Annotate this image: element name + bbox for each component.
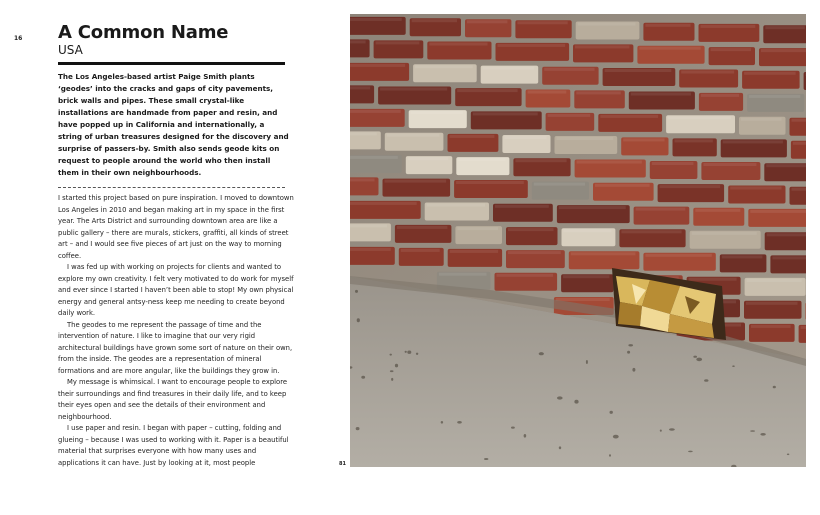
brick-highlight <box>703 163 756 166</box>
brick-highlight <box>559 206 626 209</box>
brick-highlight <box>397 226 448 229</box>
brick-highlight <box>747 279 802 282</box>
brick-highlight <box>578 23 636 26</box>
brick-highlight <box>645 254 711 257</box>
brick-highlight <box>495 205 549 208</box>
article-subtitle: USA <box>58 43 83 57</box>
brick-highlight <box>350 110 401 113</box>
brick-highlight <box>457 89 517 92</box>
sidewalk-speck <box>407 351 411 354</box>
brick-highlight <box>350 64 405 67</box>
brick-highlight <box>631 93 691 96</box>
wall-brick <box>806 302 807 320</box>
brick-highlight <box>350 40 366 43</box>
brick-highlight <box>711 48 751 51</box>
body-paragraph: I started this project based on pure inspiration. I moved to downtown Los Angeles in 2010 and began making art in my space in the first year. The Arts District and surrounding downtown area are like a public gallery – there are murals, stickers, graffiti, all kinds of street art – and I would see five pieces of art just on the way to morning coffee. <box>58 194 294 260</box>
brick-highlight <box>749 95 800 98</box>
brick-highlight <box>508 228 554 231</box>
brick-highlight <box>458 158 505 161</box>
sidewalk-speck <box>586 360 588 364</box>
sidewalk-speck <box>557 396 563 399</box>
brick-highlight <box>450 135 495 138</box>
sidewalk-speck <box>627 351 630 354</box>
brick-highlight <box>350 224 387 227</box>
sidewalk-speck <box>395 364 398 368</box>
brick-highlight <box>750 210 806 213</box>
brick-highlight <box>692 232 757 235</box>
brick-highlight <box>746 302 798 305</box>
brick-highlight <box>380 88 447 91</box>
brick-highlight <box>576 91 621 94</box>
brick-highlight <box>722 255 763 258</box>
sidewalk-speck <box>405 351 407 353</box>
sidewalk-speck <box>511 427 515 429</box>
brick-highlight <box>411 111 463 114</box>
sidewalk-speck <box>390 354 392 356</box>
brick-highlight <box>793 142 806 145</box>
sidewalk-speck <box>357 318 360 322</box>
sidewalk-speck <box>688 451 693 453</box>
brick-highlight <box>772 256 806 259</box>
brick-highlight <box>675 139 713 142</box>
brick-highlight <box>350 156 398 159</box>
brick-highlight <box>401 249 440 252</box>
intro-paragraph: The Los Angeles-based artist Paige Smith plants ‘geodes’ into the cracks and gaps of city pavements, brick walls and pipes. These small crystal-like installations are handmade from paper and resin, and have popped up in California and internationally, a string of urban treasures designed for the discovery and surprise of passers-by. Smith also sends geode kits on request to people around the world who then install them in their own neighbourhoods. <box>58 72 289 177</box>
brick-highlight <box>350 202 417 205</box>
brick-highlight <box>350 178 375 181</box>
brick-highlight <box>701 94 739 97</box>
title-rule <box>58 62 285 65</box>
brick-highlight <box>792 188 807 191</box>
sidewalk-speck <box>539 352 544 355</box>
sidewalk-speck <box>441 421 443 424</box>
brick-highlight <box>792 119 807 122</box>
sidewalk-speck <box>391 378 393 381</box>
brick-highlight <box>689 278 737 281</box>
brick-highlight <box>387 134 440 137</box>
brick-highlight <box>483 67 535 70</box>
brick-highlight <box>467 20 507 23</box>
page-number-right: 81 <box>339 461 346 467</box>
brick-highlight <box>605 69 672 72</box>
brick-highlight <box>695 209 740 212</box>
brick-highlight <box>504 136 546 139</box>
brick-highlight <box>723 140 783 143</box>
sidewalk-speck <box>613 435 619 439</box>
brick-highlight <box>557 137 614 140</box>
sidewalk-speck <box>610 411 613 414</box>
brick-highlight <box>415 65 473 68</box>
brick-highlight <box>765 26 805 29</box>
sidewalk-speck <box>609 454 611 456</box>
brick-highlight <box>660 185 721 188</box>
brick-highlight <box>376 41 420 44</box>
sidewalk-speck <box>559 446 561 449</box>
sidewalk-speck <box>660 430 662 432</box>
brick-highlight <box>564 229 612 232</box>
sidewalk-speck <box>704 379 708 382</box>
brick-highlight <box>457 227 498 230</box>
brick-highlight <box>767 233 806 236</box>
brick-highlight <box>600 115 658 118</box>
brick-highlight <box>450 250 498 253</box>
brick-highlight <box>544 68 594 71</box>
brick-highlight <box>429 43 487 46</box>
brick-highlight <box>766 164 806 167</box>
brick-highlight <box>681 71 734 74</box>
body-paragraph: My message is whimsical. I want to encourage people to explore their surroundings and find treasures in their daily life, and to keep their eyes open and see the details of their environment and neighbourhood. <box>58 378 288 421</box>
sidewalk-speck <box>416 353 418 355</box>
brick-highlight <box>497 274 554 277</box>
brick-wall-illustration <box>350 14 806 467</box>
sidewalk-speck <box>574 400 578 404</box>
sidewalk-speck <box>787 454 790 456</box>
sidewalk-speck <box>669 428 675 430</box>
brick-highlight <box>652 162 694 165</box>
brick-highlight <box>639 47 700 50</box>
body-text <box>58 193 294 469</box>
brick-highlight <box>741 118 782 121</box>
brick-highlight <box>744 72 796 75</box>
sidewalk-speck <box>484 458 488 460</box>
sidewalk-speck <box>524 434 527 438</box>
brick-highlight <box>668 116 731 119</box>
brick-highlight <box>439 273 487 276</box>
brick-highlight <box>350 248 391 251</box>
brick-highlight <box>412 19 457 22</box>
brick-highlight <box>761 49 806 52</box>
sidewalk-speck <box>693 356 697 358</box>
body-paragraph: I use paper and resin. I began with paper – cutting, folding and glueing – because I was used to working with it. Paper is a beautiful material that surprises everyone with how many uses and applications it can have. Just by looking at it, most people <box>58 424 289 467</box>
brick-highlight <box>517 21 567 24</box>
brick-wall-photo <box>350 14 806 467</box>
brick-highlight <box>498 44 566 47</box>
brick-highlight <box>528 91 567 94</box>
sidewalk-speck <box>457 421 462 424</box>
sidewalk-speck <box>632 368 635 372</box>
brick-highlight <box>563 275 609 278</box>
brick-highlight <box>350 86 370 89</box>
article-title: A Common Name <box>58 22 229 43</box>
sidewalk-speck <box>732 365 735 367</box>
sidewalk-speck <box>390 370 394 372</box>
brick-highlight <box>350 18 402 21</box>
body-paragraph: I was fed up with working on projects for clients and wanted to explore my own creativity. I felt very motivated to do work for myself and ever since I started I haven’t been able to stop! My own physical energy and general antsy-ness keep me needing to create beyond daily work. <box>58 263 294 317</box>
brick-highlight <box>730 187 781 190</box>
brick-highlight <box>408 157 449 160</box>
brick-highlight <box>801 326 806 329</box>
dashed-divider <box>58 187 285 188</box>
brick-highlight <box>595 184 650 187</box>
sidewalk-speck <box>750 430 755 432</box>
brick-highlight <box>645 24 690 27</box>
brick-highlight <box>751 325 791 328</box>
sidewalk-speck <box>628 344 633 346</box>
brick-highlight <box>556 298 610 301</box>
page-number-left: 16 <box>14 35 23 42</box>
brick-highlight <box>701 25 756 28</box>
brick-highlight <box>621 230 681 233</box>
sidewalk-speck <box>760 433 765 436</box>
brick-highlight <box>385 180 447 183</box>
brick-highlight <box>548 114 591 117</box>
brick-highlight <box>427 204 485 207</box>
brick-highlight <box>534 183 585 186</box>
brick-highlight <box>473 112 538 115</box>
brick-highlight <box>636 208 686 211</box>
brick-highlight <box>577 161 642 164</box>
brick-highlight <box>350 132 377 135</box>
brick-highlight <box>456 181 524 184</box>
sidewalk-speck <box>356 427 360 430</box>
brick-highlight <box>571 252 636 255</box>
brick-highlight <box>508 251 561 254</box>
sidewalk-speck <box>773 386 776 389</box>
sidewalk-speck <box>696 358 702 362</box>
brick-highlight <box>515 159 566 162</box>
brick-highlight <box>575 45 629 48</box>
sidewalk-speck <box>355 290 358 293</box>
sidewalk-speck <box>361 376 365 379</box>
brick-highlight <box>623 138 664 141</box>
body-paragraph: The geodes to me represent the passage of time and the intervention of nature. I like to imagine that our very rigid architectural buildings have grown some sort of nature on their own, from the inside. The geodes are a representation of mineral formations and are more angular, like the buildings they grow in. <box>58 320 293 375</box>
